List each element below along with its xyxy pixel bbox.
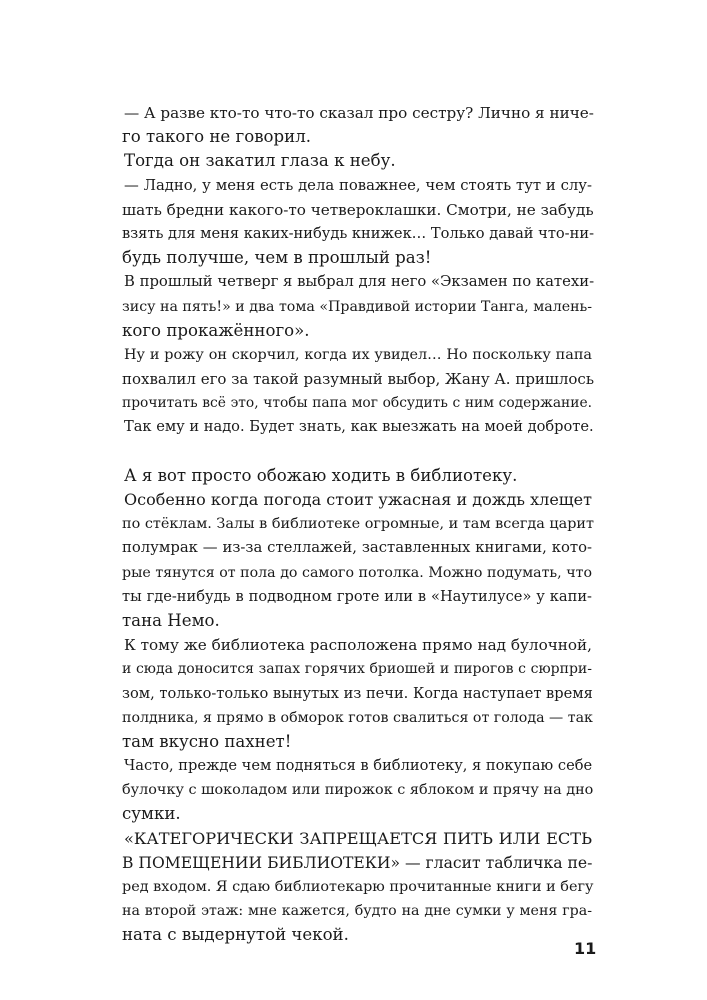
text-line: зису на пять!» и два тома «Правдивой истории Танга, малень-	[122, 298, 593, 315]
text-line: Ну и рожу он скорчил, когда их увидел… Но поскольку папа	[124, 346, 592, 363]
text-line: там вкусно пахнет!	[122, 731, 292, 751]
text-line: по стёклам. Залы в библиотеке огромные, и там всегда царит	[122, 516, 594, 533]
text-line: К тому же библиотека расположена прямо над булочной,	[124, 636, 592, 655]
text-line: будь получше, чем в прошлый раз!	[122, 248, 432, 268]
text-line: прочитать всё это, чтобы папа мог обсудить с ним содержание.	[122, 395, 592, 412]
text-line: го такого не говорил.	[122, 127, 312, 147]
text-line: Так ему и надо. Будет знать, как выезжать на моей доброте.	[124, 418, 594, 436]
body-text	[122, 101, 595, 948]
text-line: — А разве кто-то что-то сказал про сестру? Лично я ниче-	[124, 104, 594, 122]
text-line: взять для меня каких-нибудь книжек… Только давай что-ни-	[122, 224, 594, 242]
text-line: зом, только-только вынутых из печи. Когда наступает время	[122, 684, 593, 702]
text-line: Часто, прежде чем подняться в библиотеку, я покупаю себе	[124, 757, 593, 775]
text-line: ты где-нибудь в подводном гроте или в «Наутилусе» у капи-	[122, 587, 592, 605]
text-line: кого прокажённого».	[122, 320, 310, 340]
text-line: полумрак — из-за стеллажей, заставленных книгами, кото-	[122, 539, 592, 557]
text-line: полдника, я прямо в обморок готов свалиться от голода — так	[122, 709, 593, 726]
text-line: Особенно когда погода стоит ужасная и дождь хлещет	[124, 490, 592, 509]
text-line: тана Немо.	[122, 610, 220, 630]
text-line: сумки.	[122, 804, 181, 824]
text-line: ната с выдернутой чекой.	[122, 925, 349, 945]
text-line: А я вот просто обожаю ходить в библиотеку.	[124, 465, 518, 485]
text-line: и сюда доносится запах горячих бриошей и пирогов с сюрпри-	[122, 661, 592, 678]
text-line: ред входом. Я сдаю библиотекарю прочитанные книги и бегу	[122, 879, 594, 895]
blank-line	[122, 440, 592, 464]
text-line: — Ладно, у меня есть дела поважнее, чем стоять тут и слу-	[124, 176, 592, 194]
text-line: на второй этаж: мне кажется, будто на дне сумки у меня гра-	[122, 903, 592, 920]
text-line: В ПОМЕЩЕНИИ БИБЛИОТЕКИ» — гласит табличка пе-	[122, 853, 593, 872]
text-line: «КАТЕГОРИЧЕСКИ ЗАПРЕЩАЕТСЯ ПИТЬ ИЛИ ЕСТЬ	[124, 828, 592, 848]
text-line: шать бредни какого-то четвероклашки. Смотри, не забудь	[122, 200, 594, 219]
page-number: 11	[574, 939, 597, 958]
text-line: Тогда он закатил глаза к небу.	[124, 151, 396, 171]
text-line: булочку с шоколадом или пирожок с яблоком и прячу на дно	[122, 782, 594, 799]
text-line: похвалил его за такой разумный выбор, Жану А. пришлось	[122, 370, 594, 389]
text-line: В прошлый четверг я выбрал для него «Экзамен по катехи-	[124, 273, 595, 291]
text-line: рые тянутся от пола до самого потолка. Можно подумать, что	[122, 564, 592, 581]
